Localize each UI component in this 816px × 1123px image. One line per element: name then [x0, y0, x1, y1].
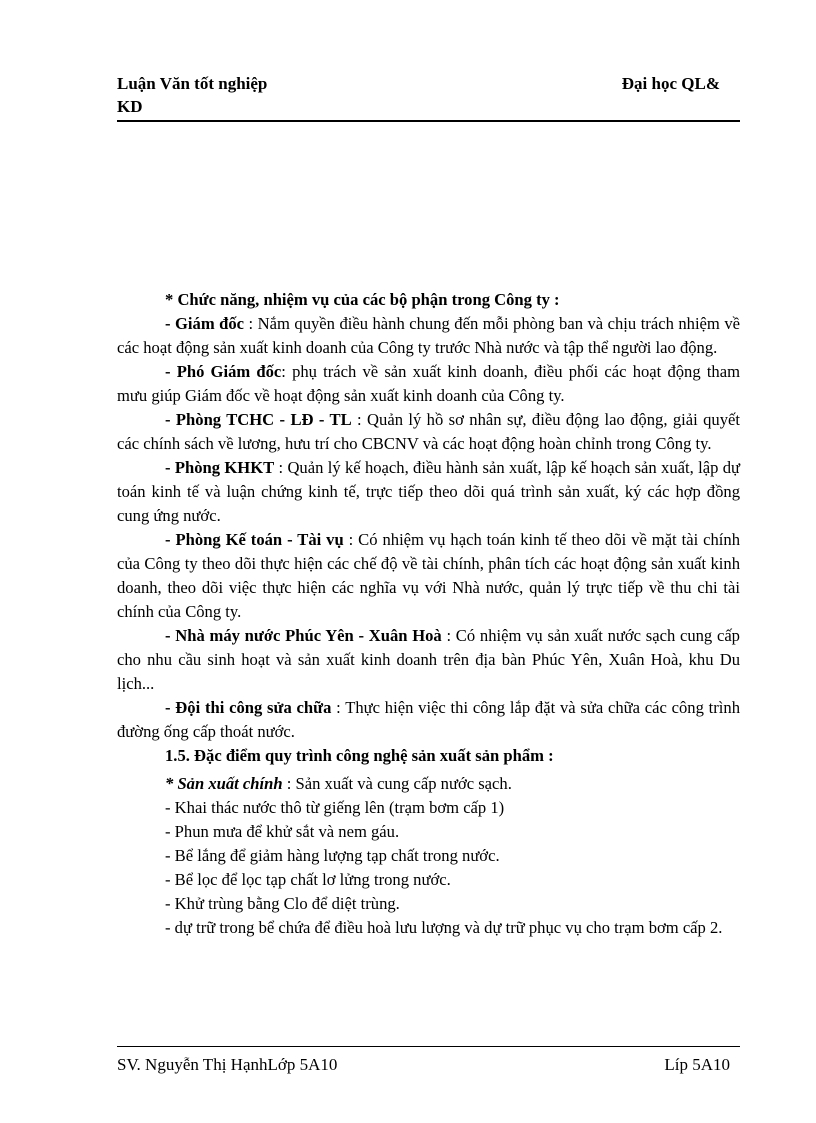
- paragraph-giam-doc: - Giám đốc : Nắm quyền điều hành chung đến mỗi phòng ban và chịu trách nhiệm về các hoạt động sản xuất kinh doanh của Công ty trước Nhà nước và tập thể người lao động.: [117, 314, 740, 357]
- header-continuation: KD: [117, 97, 143, 116]
- step-5: - Khử trùng bằng Clo để diệt trùng.: [165, 894, 400, 913]
- section-title: * Chức năng, nhiệm vụ của các bộ phận trong Công ty :: [165, 290, 560, 309]
- step-6: - dự trữ trong bể chứa để điều hoà lưu lượng và dự trữ phục vụ cho trạm bơm cấp 2.: [165, 918, 723, 937]
- footer-left: SV. Nguyễn Thị HạnhLớp 5A10: [117, 1055, 338, 1074]
- paragraph-phong-tchc: - Phòng TCHC - LĐ - TL : Quản lý hồ sơ nhân sự, điều động lao động, giải quyết các chính sách về lương, hưu trí cho CBCNV và các hoạt động hoàn chỉnh trong Công ty.: [117, 410, 741, 453]
- page-footer: [117, 1046, 740, 1075]
- term: - Phòng KHKT: [165, 458, 275, 477]
- header-right: Đại học QL&: [621, 74, 720, 93]
- step-2: - Phun mưa để khử sắt và nem gáu.: [165, 822, 400, 841]
- paragraph-phong-khkt: - Phòng KHKT : Quản lý kế hoạch, điều hành sản xuất, lập kế hoạch sản xuất, lập dự toán kinh tế và luận chứng kinh tế, trực tiếp theo dõi quá trình sản xuất, ký các hợp đồng cung ứng nước.: [117, 458, 740, 525]
- step-1: - Khai thác nước thô từ giếng lên (trạm bơm cấp 1): [165, 798, 505, 817]
- process-steps: [117, 796, 740, 940]
- term: - Nhà máy nước Phúc Yên - Xuân Hoà: [165, 626, 442, 645]
- paragraph-doi-thi-cong: - Đội thi công sửa chữa : Thực hiện việc thi công lắp đặt và sửa chữa các công trình đường ống cấp thoát nước.: [117, 698, 740, 741]
- page-header: [117, 72, 740, 122]
- header-left: Luận Văn tốt nghiệp: [117, 74, 268, 93]
- step-3: - Bể lắng để giảm hàng lượng tạp chất trong nước.: [165, 846, 500, 865]
- term: - Phó Giám đốc: [165, 362, 282, 381]
- term: - Đội thi công sửa chữa: [165, 698, 332, 717]
- step-4: - Bể lọc để lọc tạp chất lơ lửng trong nước.: [165, 870, 451, 889]
- footer-right: Líp 5A10: [664, 1055, 730, 1074]
- paragraph-pho-giam-doc: - Phó Giám đốc: phụ trách về sản xuất kinh doanh, điều phối các hoạt động tham mưu giúp Giám đốc về hoạt động sản xuất kinh doanh của Công ty.: [117, 362, 740, 405]
- document-body: [117, 288, 740, 940]
- main-production: * Sản xuất chính : Sản xuất và cung cấp nước sạch.: [165, 774, 512, 793]
- paragraph-phong-ke-toan: - Phòng Kế toán - Tài vụ : Có nhiệm vụ hạch toán kinh tế theo dõi về mặt tài chính của Công ty theo dõi thực hiện các chế độ về tài chính, phân tích các hoạt động sản xuất kinh doanh, theo dõi việc thực hiện các nghĩa vụ với Nhà nước, quản lý trực tiếp về thu chi tài chính của Công ty.: [117, 530, 740, 621]
- paragraph-nha-may-nuoc: - Nhà máy nước Phúc Yên - Xuân Hoà : Có nhiệm vụ sản xuất nước sạch cung cấp cho nhu cầu sinh hoạt và sản xuất kinh doanh trên địa bàn Phúc Yên, Xuân Hoà, khu Du lịch...: [117, 626, 740, 693]
- main-production-label: * Sản xuất chính: [165, 774, 283, 793]
- subsection-title: 1.5. Đặc điểm quy trình công nghệ sản xuất sản phẩm :: [165, 746, 554, 765]
- term: - Phòng Kế toán - Tài vụ: [165, 530, 344, 549]
- term: - Giám đốc: [165, 314, 245, 333]
- term: - Phòng TCHC - LĐ - TL: [165, 410, 352, 429]
